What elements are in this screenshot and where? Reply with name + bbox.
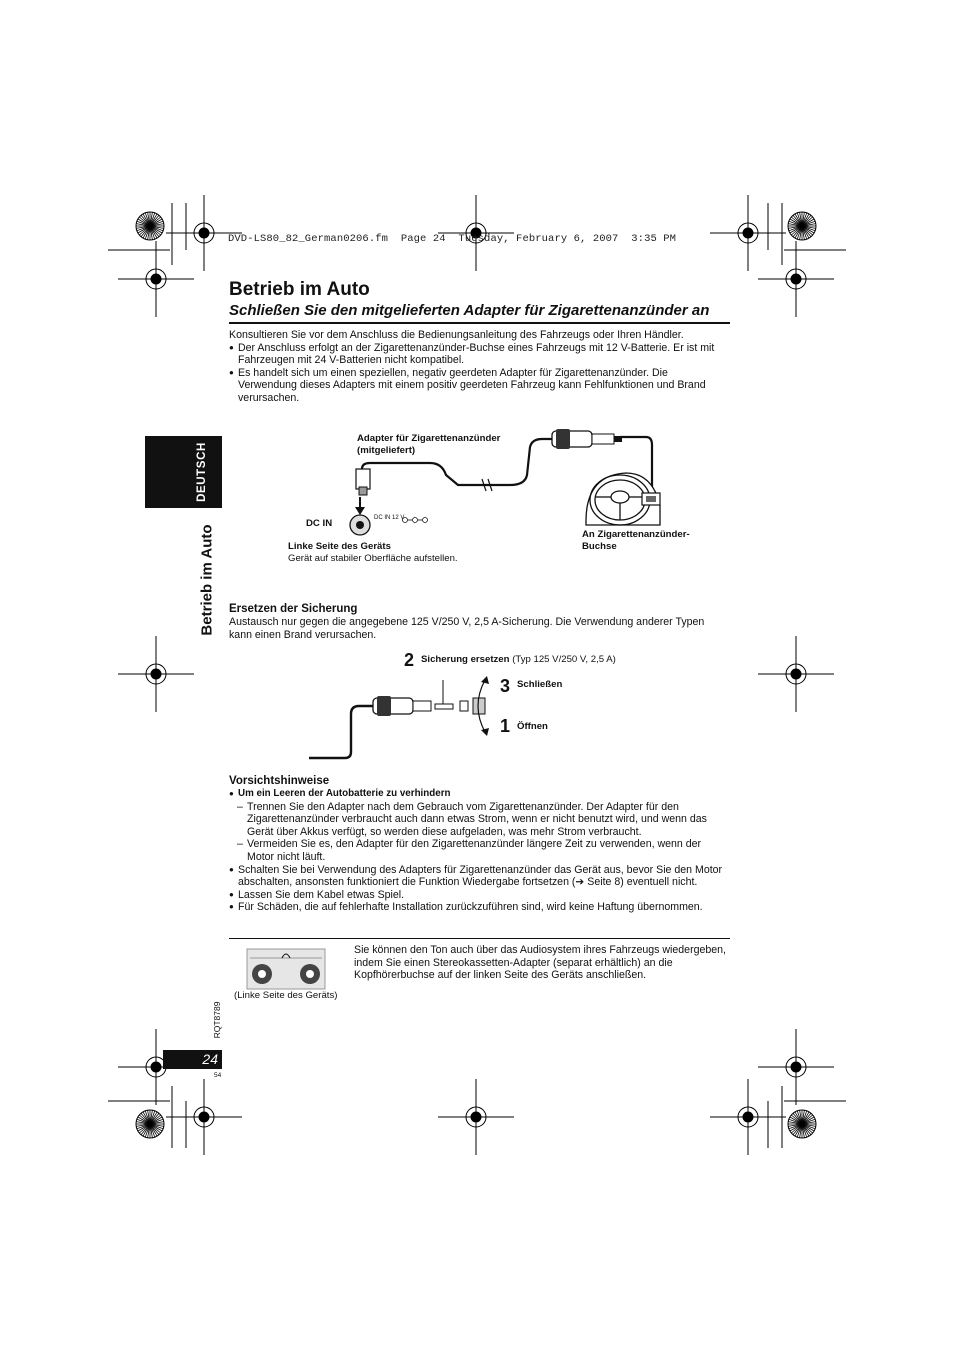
- section-subtitle: Schließen Sie den mitgelieferten Adapter für Zigarettenanzünder an: [229, 302, 710, 319]
- page-number-box: [163, 1050, 222, 1069]
- crosshair-mark: [438, 1079, 514, 1155]
- intro-bullet-1: ● Der Anschluss erfolgt an der Zigarettenanzünder-Buchse eines Fahrzeugs mit 12 V-Batterie. Er ist mit Fahrzeugen mit 24 V-Batterien nicht kompatibel.: [229, 342, 729, 367]
- precaution-dash-2: – Vermeiden Sie es, den Adapter für den Zigarettenanzünder längere Zeit zu verwenden, wenn der Motor nicht läuft.: [229, 838, 729, 863]
- sunburst-mark: [788, 1110, 816, 1138]
- step-1-number: 1: [500, 716, 511, 736]
- crosshair-mark: [118, 241, 194, 317]
- dc-in-label: DC IN: [306, 518, 333, 529]
- precaution-battery: ● Um ein Leeren der Autobatterie zu verhindern: [229, 788, 729, 801]
- crosshair-mark: [118, 636, 194, 712]
- sunburst-mark: [136, 1110, 164, 1138]
- crosshair-mark: [758, 1029, 834, 1105]
- audio-rule: [229, 938, 730, 939]
- intro-bullet-2: ● Es handelt sich um einen speziellen, negativ geerdeten Adapter für Zigarettenanzünder. Die Verwendung dieses Adapters mit einem positiv geerdeten Fahrzeug kann Fehlfunktionen und Brand verursachen.: [229, 367, 729, 405]
- left-side-block: [288, 541, 458, 564]
- precautions-dashes: [229, 801, 729, 864]
- file-header: DVD-LS80_82_German0206.fm Page 24 Tuesday, February 6, 2007 3:35 PM: [228, 233, 677, 245]
- language-tab: [145, 436, 222, 508]
- model-code: RQT8789: [212, 1001, 222, 1039]
- crosshair-mark: [758, 241, 834, 317]
- cigarette-adapter-icon: [552, 429, 622, 449]
- intro-bullets: [229, 342, 729, 405]
- step-3-number: 3: [500, 676, 511, 696]
- step-2-text: [421, 654, 616, 666]
- dc-rating-label: DC IN 12 V: [374, 515, 405, 521]
- precaution-dash-1: – Trennen Sie den Adapter nach dem Gebrauch vom Zigarettenanzünder. Der Adapter für den Zigarettenanzünder verbraucht auch dann etwas Strom, wenn er nicht benutzt wird, und wenn das Gerät über Akkus verfügt, so werden diese aufgeladen, was mehr Strom verbraucht.: [229, 801, 729, 839]
- left-side-label: Linke Seite des Geräts: [288, 541, 391, 552]
- sunburst-mark: [788, 212, 816, 240]
- crosshair-mark: [710, 1079, 786, 1155]
- sunburst-mark: [136, 212, 164, 240]
- crosshair-mark: [710, 195, 786, 271]
- headphone-jack-diagram: [246, 948, 326, 990]
- crosshair-mark: [758, 636, 834, 712]
- precaution-bullet-3: ● Schalten Sie bei Verwendung des Adapters für Zigarettenanzünder das Gerät aus, bevor Sie den Motor abschalten, ansonsten funktioniert die Funktion Wiedergabe fortsetzen (➔ Seite 8) eventuell nicht.: [229, 864, 729, 889]
- precaution-bullet-4: ● Lassen Sie dem Kabel etwas Spiel.: [229, 889, 729, 902]
- title-rule: [229, 322, 730, 324]
- lighter-socket-icon: [642, 493, 660, 505]
- precaution-bullet-5: ● Für Schäden, die auf fehlerhafte Installation zurückzuführen sind, wird keine Haftung übernommen.: [229, 901, 729, 914]
- fuse-text: Austausch nur gegen die angegebene 125 V/250 V, 2,5 A-Sicherung. Die Verwendung anderer Typen kann einen Brand verursachen.: [229, 616, 705, 641]
- fuse-heading: Ersetzen der Sicherung: [229, 603, 358, 615]
- precautions-bullets: [229, 864, 729, 914]
- dc-plug-icon: [355, 469, 370, 515]
- step-1-label: Öffnen: [517, 721, 548, 732]
- language-tab-label: DEUTSCH: [196, 442, 208, 502]
- adapter-label: Adapter für Zigarettenanzünder (mitgeliefert): [357, 433, 501, 456]
- step-2-number: 2: [404, 650, 415, 670]
- precautions-block: [229, 774, 729, 914]
- step-3-label: Schließen: [517, 679, 563, 690]
- audio-caption: (Linke Seite des Geräts): [234, 990, 338, 1001]
- dc-in-jack-icon: [350, 515, 370, 535]
- socket-label: An Zigarettenanzünder-Buchse: [582, 529, 690, 552]
- fuse-diagram: [305, 670, 495, 765]
- step-2-note: (Typ 125 V/250 V, 2,5 A): [512, 654, 616, 665]
- intro-text: Konsultieren Sie vor dem Anschluss die Bedienungsanleitung des Fahrzeugs oder Ihren Händler.: [229, 329, 684, 341]
- precautions-list: [229, 788, 729, 801]
- precautions-heading: Vorsichtshinweise: [229, 775, 330, 787]
- polarity-symbol-icon: [403, 518, 428, 523]
- crosshair-mark: [166, 1079, 242, 1155]
- page-title: Betrieb im Auto: [229, 279, 370, 300]
- audio-note: Sie können den Ton auch über das Audiosystem ihres Fahrzeugs wiedergeben, indem Sie einen Stereokassetten-Adapter (separat erhältlich) an die Kopfhörerbuchse auf der linken Seite des Geräts anschließen.: [354, 944, 727, 982]
- left-side-note: Gerät auf stabiler Oberfläche aufstellen.: [288, 552, 458, 564]
- sub-page-number: 54: [214, 1072, 222, 1079]
- side-section-title: Betrieb im Auto: [198, 524, 216, 636]
- step-2-label: Sicherung ersetzen: [421, 654, 510, 665]
- intro-block: [229, 329, 729, 405]
- page-number: 24: [202, 1051, 218, 1067]
